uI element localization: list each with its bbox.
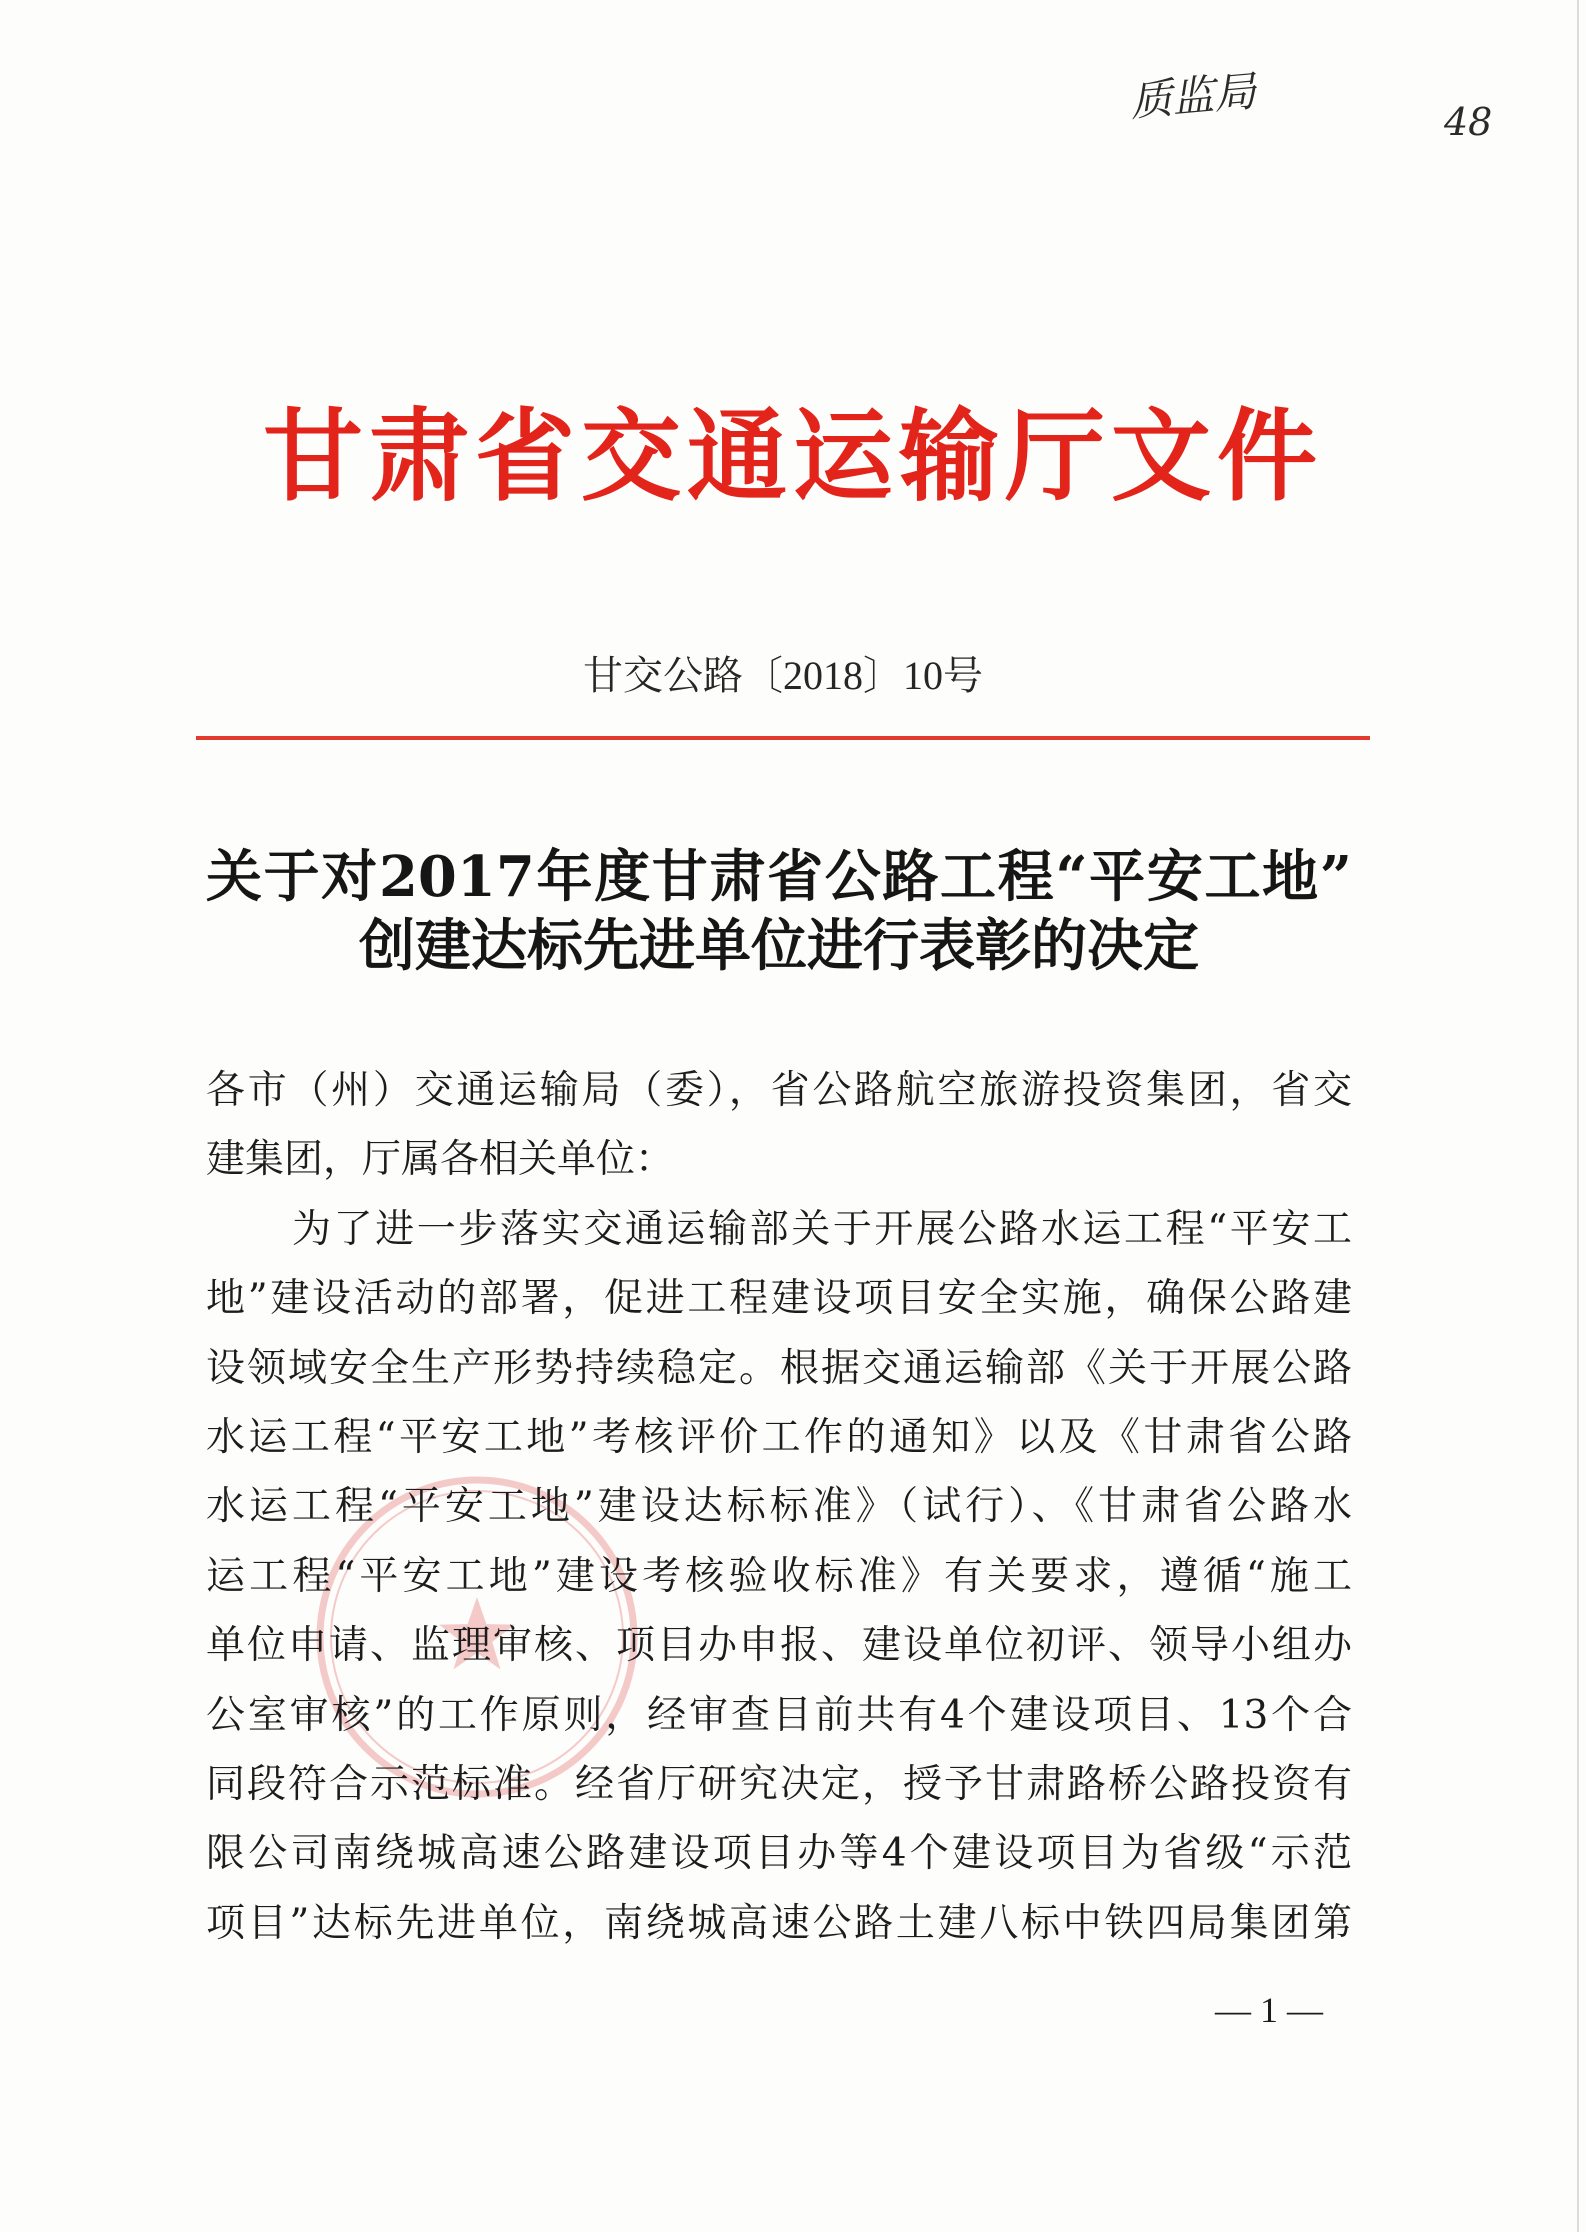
body-line: 单位申请、监理审核、项目办申报、建设单位初评、领导小组办 bbox=[206, 1623, 1352, 1669]
handwritten-routing-note: 质监局 bbox=[1128, 66, 1258, 127]
document-title bbox=[206, 843, 1352, 981]
body-line: 建集团，厅属各相关单位： bbox=[206, 1137, 675, 1183]
body-line: 项目”达标先进单位，南绕城高速公路土建八标中铁四局集团第 bbox=[206, 1900, 1352, 1946]
document-number: 甘交公路〔2018〕10号 bbox=[583, 653, 983, 698]
scan-edge-line bbox=[1577, 0, 1579, 2232]
body-line: 水运工程“平安工地”建设达标标准》（试行）、《甘肃省公路水 bbox=[206, 1484, 1352, 1530]
body-line: 为了进一步落实交通运输部关于开展公路水运工程“平安工 bbox=[292, 1206, 1352, 1252]
document-title-line-2: 创建达标先进单位进行表彰的决定 bbox=[359, 913, 1199, 979]
body-line: 水运工程“平安工地”考核评价工作的通知》以及《甘肃省公路 bbox=[206, 1414, 1352, 1460]
page-number: — 1 — bbox=[1215, 1990, 1323, 2030]
body-line: 限公司南绕城高速公路建设项目办等4个建设项目为省级“示范 bbox=[206, 1831, 1352, 1877]
body-line: 各市（州）交通运输局（委），省公路航空旅游投资集团，省交 bbox=[206, 1068, 1352, 1113]
document-title-line-1: 关于对2017年度甘肃省公路工程“平安工地” bbox=[206, 844, 1352, 910]
issuer-title: 甘肃省交通运输厅文件 bbox=[263, 397, 1317, 515]
handwritten-page-mark: 48 bbox=[1444, 100, 1493, 144]
body-text bbox=[206, 1056, 1352, 1958]
body-line: 运工程“平安工地”建设考核验收标准》有关要求，遵循“施工 bbox=[206, 1553, 1352, 1599]
red-divider-rule bbox=[196, 736, 1370, 740]
body-line: 地”建设活动的部署，促进工程建设项目安全实施，确保公路建 bbox=[206, 1276, 1352, 1322]
body-line: 同段符合示范标准。经省厅研究决定，授予甘肃路桥公路投资有 bbox=[206, 1761, 1352, 1807]
body-line: 设领域安全生产形势持续稳定。根据交通运输部《关于开展公路 bbox=[206, 1345, 1352, 1391]
body-line: 公室审核”的工作原则，经审查目前共有4个建设项目、13个合 bbox=[206, 1692, 1352, 1738]
